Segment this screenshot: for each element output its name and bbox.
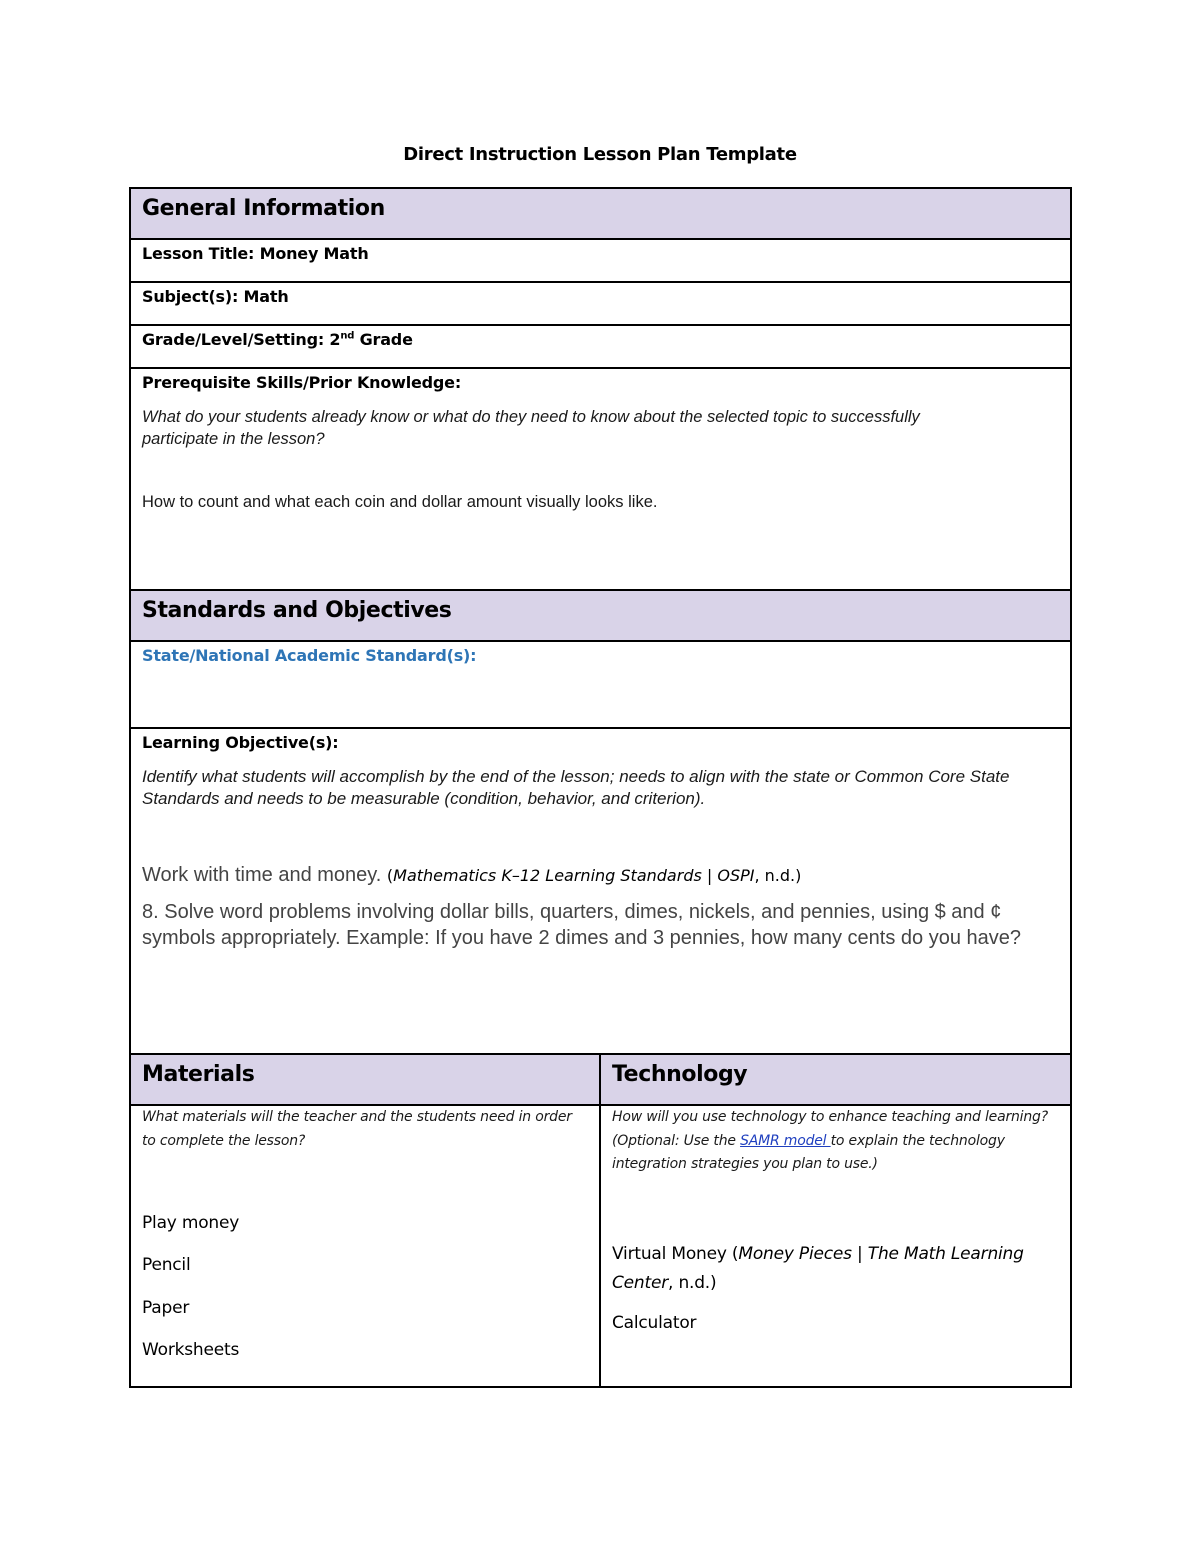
state-standards-label: State/National Academic Standard(s): <box>142 646 477 665</box>
material-item: Pencil <box>142 1255 191 1275</box>
materials-cell <box>130 1105 600 1387</box>
grade-prefix: Grade/Level/Setting: 2 <box>142 330 341 349</box>
prerequisite-answer: How to count and what each coin and dollar amount visually looks like. <box>142 493 658 511</box>
document-title: Direct Instruction Lesson Plan Template <box>403 144 797 165</box>
materials-header <box>130 1054 600 1105</box>
subjects-row <box>130 282 1071 325</box>
prerequisite-prompt: What do your students already know or what do they need to know about the selected topic to successfully participate in the lesson? <box>142 408 920 448</box>
state-standards-row <box>130 641 1071 728</box>
virtual-money-open: Virtual Money ( <box>612 1243 739 1264</box>
standard-8: 8. Solve word problems involving dollar bills, quarters, dimes, nickels, and pennies, using $ and ¢ symbols appropriately. Example: If you have 2 dimes and 3 pennies, how many cents do you have? <box>142 901 1022 949</box>
virtual-money-cite: Money Pieces | The Math Learning Center <box>612 1243 1024 1293</box>
material-item: Worksheets <box>142 1340 240 1360</box>
general-information-header <box>130 188 1071 239</box>
grade-level-setting <box>142 326 1059 349</box>
technology-cell <box>600 1105 1071 1387</box>
work-cite-open: ( <box>386 866 394 885</box>
lesson-plan-table <box>129 187 1072 1388</box>
general-information-heading: General Information <box>142 196 385 221</box>
work-with-time-money <box>142 862 1059 889</box>
grade-row <box>130 325 1071 368</box>
technology-header <box>600 1054 1071 1105</box>
work-cite-title: Mathematics K–12 Learning Standards | OSPI <box>393 866 755 885</box>
technology-heading: Technology <box>612 1062 748 1087</box>
samr-model-link[interactable]: SAMR model <box>740 1132 831 1149</box>
grade-suffix: Grade <box>354 330 413 349</box>
calculator: Calculator <box>612 1312 697 1333</box>
technology-prompt <box>612 1106 1059 1177</box>
learning-objectives-prompt: Identify what students will accomplish by the end of the lesson; needs to align with the state or Common Core State Standards and needs to be measurable (condition, behavior, and criterion). <box>142 767 1010 808</box>
materials-heading: Materials <box>142 1062 255 1087</box>
prerequisite-row <box>130 368 1071 590</box>
work-text: Work with time and money. <box>142 864 387 886</box>
material-item: Play money <box>142 1213 240 1233</box>
standards-objectives-header <box>130 590 1071 641</box>
lesson-title: Lesson Title: Money Math <box>142 244 369 263</box>
learning-objectives-row <box>130 728 1071 1054</box>
technology-prompt-before: How will you use technology to enhance teaching and learning? (Optional: Use the <box>612 1109 1048 1149</box>
materials-prompt: What materials will the teacher and the students need in order to complete the lesson? <box>142 1109 572 1149</box>
learning-objectives-label: Learning Objective(s): <box>142 733 339 752</box>
subjects: Subject(s): Math <box>142 287 289 306</box>
technology-prompt-after: to explain the technology integration strategies you plan to use.) <box>612 1132 1005 1172</box>
material-item: Paper <box>142 1298 190 1318</box>
virtual-money-close: , n.d.) <box>668 1272 717 1293</box>
work-cite-close: , n.d.) <box>754 866 802 885</box>
lesson-title-row <box>130 239 1071 282</box>
prerequisite-label: Prerequisite Skills/Prior Knowledge: <box>142 373 462 392</box>
standards-objectives-heading: Standards and Objectives <box>142 598 452 623</box>
virtual-money <box>612 1240 1059 1298</box>
grade-superscript: nd <box>340 330 355 342</box>
